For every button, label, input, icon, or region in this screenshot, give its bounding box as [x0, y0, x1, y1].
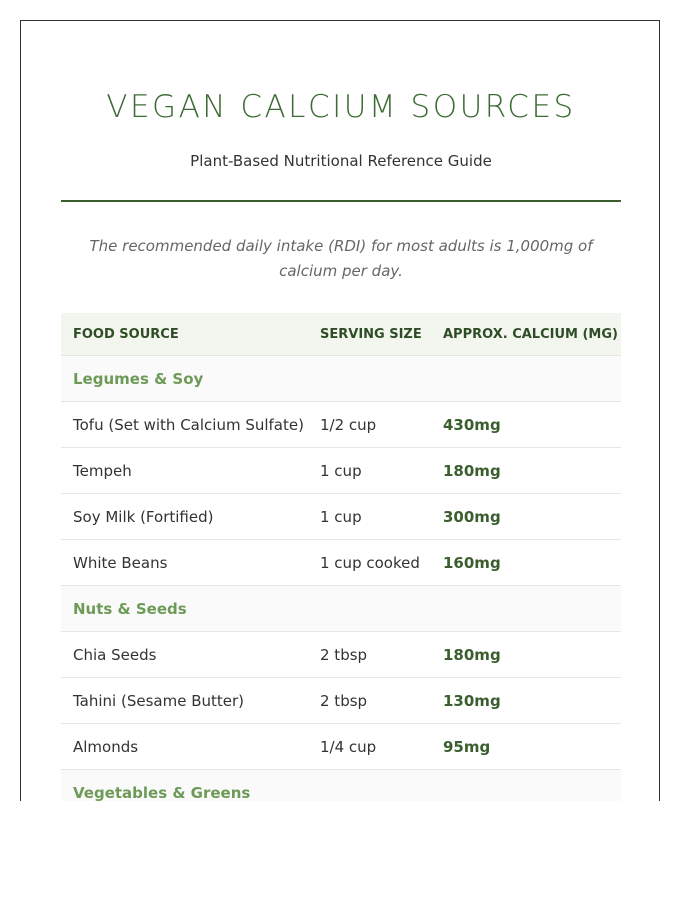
serving-size: 1 cup [320, 507, 362, 526]
food-name: Tahini (Sesame Butter) [73, 691, 245, 710]
page-subtitle: Plant-Based Nutritional Reference Guide [190, 152, 492, 170]
food-name: Chia Seeds [73, 645, 157, 664]
food-name: Soy Milk (Fortified) [73, 507, 214, 526]
reference-card [20, 20, 660, 801]
food-name: White Beans [73, 553, 168, 572]
calcium-amount: 180mg [443, 645, 501, 664]
rdi-note: The recommended daily intake (RDI) for most adults is 1,000mg of calcium per day. [89, 237, 593, 280]
table-row [61, 494, 621, 540]
table-row [61, 632, 621, 678]
header-divider [61, 200, 621, 202]
category-label: Vegetables & Greens [73, 783, 251, 801]
table-row [61, 678, 621, 724]
calcium-amount: 180mg [443, 461, 501, 480]
calcium-table [61, 313, 621, 801]
calcium-amount: 300mg [443, 507, 501, 526]
serving-size: 1 cup cooked [320, 553, 420, 572]
column-header-food-source: FOOD SOURCE [73, 326, 179, 342]
calcium-amount: 130mg [443, 691, 501, 710]
serving-size: 1/4 cup [320, 737, 377, 756]
table-header-row [61, 313, 621, 356]
category-row-vegetables-greens [61, 770, 621, 801]
column-header-calcium: APPROX. CALCIUM (MG) [443, 326, 618, 342]
table-row [61, 448, 621, 494]
table-row [61, 724, 621, 770]
page-title: VEGAN CALCIUM SOURCES [106, 89, 576, 125]
table-row [61, 540, 621, 586]
serving-size: 2 tbsp [320, 691, 368, 710]
serving-size: 1 cup [320, 461, 362, 480]
category-row-legumes-soy [61, 356, 621, 402]
category-label: Legumes & Soy [73, 369, 204, 388]
category-label: Nuts & Seeds [73, 599, 187, 618]
column-header-serving-size: SERVING SIZE [320, 326, 422, 342]
food-name: Tofu (Set with Calcium Sulfate) [73, 415, 304, 434]
calcium-amount: 430mg [443, 415, 501, 434]
category-row-nuts-seeds [61, 586, 621, 632]
serving-size: 1/2 cup [320, 415, 377, 434]
calcium-amount: 95mg [443, 737, 491, 756]
table-row [61, 402, 621, 448]
serving-size: 2 tbsp [320, 645, 368, 664]
food-name: Tempeh [73, 461, 132, 480]
calcium-amount: 160mg [443, 553, 501, 572]
food-name: Almonds [73, 737, 139, 756]
